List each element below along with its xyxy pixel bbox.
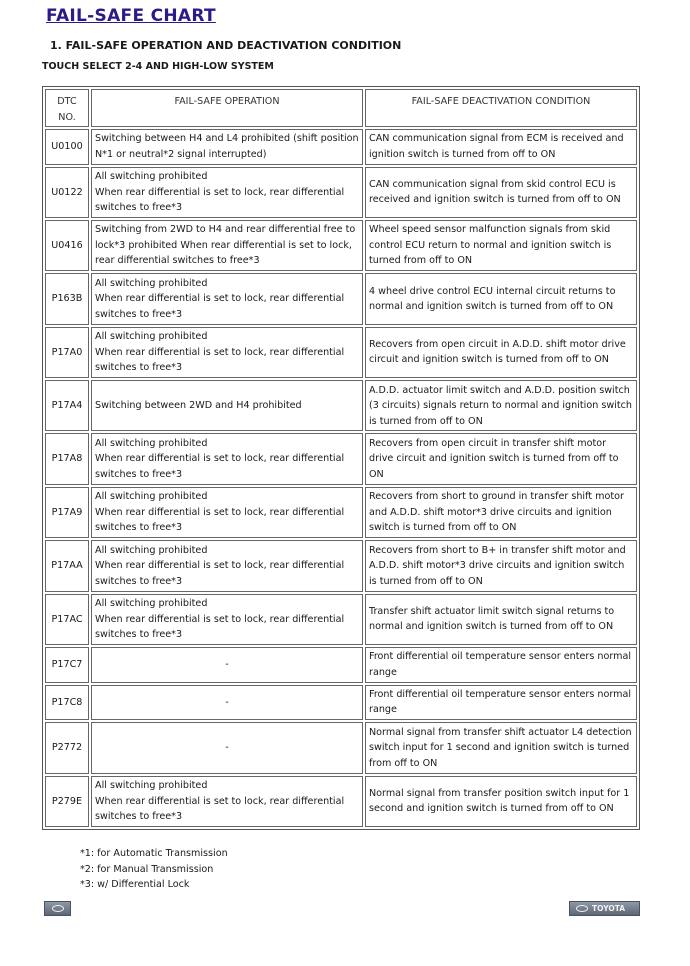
table-row bbox=[45, 647, 637, 683]
header-dtc: DTC NO. bbox=[45, 89, 89, 127]
deactivation-cell: Recovers from open circuit in A.D.D. shift motor drive circuit and ignition switch is turned from off to ON bbox=[365, 327, 637, 378]
deactivation-cell: Normal signal from transfer shift actuator L4 detection switch input for 1 second and ignition switch is turned from off to ON bbox=[365, 722, 637, 773]
fail-safe-table-frame bbox=[42, 86, 640, 830]
operation-cell: - bbox=[91, 685, 363, 721]
operation-cell: All switching prohibited When rear differential is set to lock, rear differential switches to free*3 bbox=[91, 327, 363, 378]
dtc-cell: P17C8 bbox=[45, 685, 89, 721]
dtc-cell: P17AA bbox=[45, 540, 89, 591]
deactivation-cell: Recovers from short to B+ in transfer shift motor and A.D.D. shift motor*3 drive circuits and ignition switch is turned from off to ON bbox=[365, 540, 637, 591]
subsection-heading: TOUCH SELECT 2-4 AND HIGH-LOW SYSTEM bbox=[42, 61, 274, 72]
dtc-cell: U0416 bbox=[45, 220, 89, 271]
dtc-cell: P163B bbox=[45, 273, 89, 324]
operation-cell: Switching between 2WD and H4 prohibited bbox=[91, 380, 363, 431]
footnote: *2: for Manual Transmission bbox=[80, 863, 214, 875]
operation-cell: - bbox=[91, 722, 363, 773]
table-row bbox=[45, 380, 637, 431]
toyota-emblem-icon bbox=[44, 901, 71, 916]
footnote: *1: for Automatic Transmission bbox=[80, 848, 228, 859]
deactivation-cell: A.D.D. actuator limit switch and A.D.D. position switch (3 circuits) signals return to normal and ignition switch is turned from off to ON bbox=[365, 380, 637, 431]
dtc-cell: P2772 bbox=[45, 722, 89, 773]
deactivation-cell: Wheel speed sensor malfunction signals from skid control ECU return to normal and ignition switch is turned from off to ON bbox=[365, 220, 637, 271]
table-row bbox=[45, 220, 637, 271]
header-deactivation: FAIL-SAFE DEACTIVATION CONDITION bbox=[365, 89, 637, 127]
deactivation-cell: Normal signal from transfer position switch input for 1 second and ignition switch is turned from off to ON bbox=[365, 776, 637, 827]
deactivation-cell: Recovers from short to ground in transfer shift motor and A.D.D. shift motor*3 drive circuits and ignition switch is turned from off to ON bbox=[365, 487, 637, 538]
deactivation-cell: Front differential oil temperature sensor enters normal range bbox=[365, 685, 637, 721]
table-row bbox=[45, 327, 637, 378]
operation-cell: Switching between H4 and L4 prohibited (shift position N*1 or neutral*2 signal interrupted) bbox=[91, 129, 363, 165]
table-row bbox=[45, 685, 637, 721]
page-title: FAIL-SAFE CHART bbox=[46, 6, 216, 26]
section-heading: 1. FAIL-SAFE OPERATION AND DEACTIVATION CONDITION bbox=[50, 39, 402, 52]
operation-cell: All switching prohibited When rear differential is set to lock, rear differential switches to free*3 bbox=[91, 433, 363, 484]
operation-cell: All switching prohibited When rear differential is set to lock, rear differential switches to free*3 bbox=[91, 273, 363, 324]
dtc-cell: P17A0 bbox=[45, 327, 89, 378]
footnotes bbox=[80, 846, 228, 893]
dtc-cell: P279E bbox=[45, 776, 89, 827]
operation-cell: All switching prohibited When rear differential is set to lock, rear differential switches to free*3 bbox=[91, 167, 363, 218]
dtc-cell: P17A4 bbox=[45, 380, 89, 431]
operation-cell: All switching prohibited When rear differential is set to lock, rear differential switches to free*3 bbox=[91, 776, 363, 827]
table-row bbox=[45, 273, 637, 324]
table-row bbox=[45, 433, 637, 484]
deactivation-cell: CAN communication signal from ECM is received and ignition switch is turned from off to ON bbox=[365, 129, 637, 165]
dtc-cell: P17C7 bbox=[45, 647, 89, 683]
deactivation-cell: Front differential oil temperature sensor enters normal range bbox=[365, 647, 637, 683]
deactivation-cell: 4 wheel drive control ECU internal circuit returns to normal and ignition switch is turned from off to ON bbox=[365, 273, 637, 324]
table-row bbox=[45, 167, 637, 218]
dtc-cell: U0100 bbox=[45, 129, 89, 165]
table-row bbox=[45, 722, 637, 773]
table-row bbox=[45, 129, 637, 165]
operation-cell: All switching prohibited When rear differential is set to lock, rear differential switches to free*3 bbox=[91, 540, 363, 591]
table-header-row bbox=[45, 89, 637, 127]
brand-name: TOYOTA bbox=[592, 904, 626, 913]
dtc-cell: P17AC bbox=[45, 594, 89, 645]
operation-cell: All switching prohibited When rear differential is set to lock, rear differential switches to free*3 bbox=[91, 487, 363, 538]
toyota-logo bbox=[569, 901, 640, 916]
deactivation-cell: Transfer shift actuator limit switch signal returns to normal and ignition switch is turned from off to ON bbox=[365, 594, 637, 645]
table-row bbox=[45, 776, 637, 827]
header-operation: FAIL-SAFE OPERATION bbox=[91, 89, 363, 127]
dtc-cell: P17A8 bbox=[45, 433, 89, 484]
table-row bbox=[45, 487, 637, 538]
deactivation-cell: Recovers from open circuit in transfer shift motor drive circuit and ignition switch is turned from off to ON bbox=[365, 433, 637, 484]
table-row bbox=[45, 594, 637, 645]
fail-safe-table bbox=[43, 87, 639, 829]
dtc-cell: P17A9 bbox=[45, 487, 89, 538]
operation-cell: Switching from 2WD to H4 and rear differential free to lock*3 prohibited When rear differential is set to lock, rear differential switches to free*3 bbox=[91, 220, 363, 271]
table-row bbox=[45, 540, 637, 591]
dtc-cell: U0122 bbox=[45, 167, 89, 218]
operation-cell: All switching prohibited When rear differential is set to lock, rear differential switches to free*3 bbox=[91, 594, 363, 645]
footnote: *3: w/ Differential Lock bbox=[80, 879, 190, 890]
operation-cell: - bbox=[91, 647, 363, 683]
deactivation-cell: CAN communication signal from skid control ECU is received and ignition switch is turned from off to ON bbox=[365, 167, 637, 218]
